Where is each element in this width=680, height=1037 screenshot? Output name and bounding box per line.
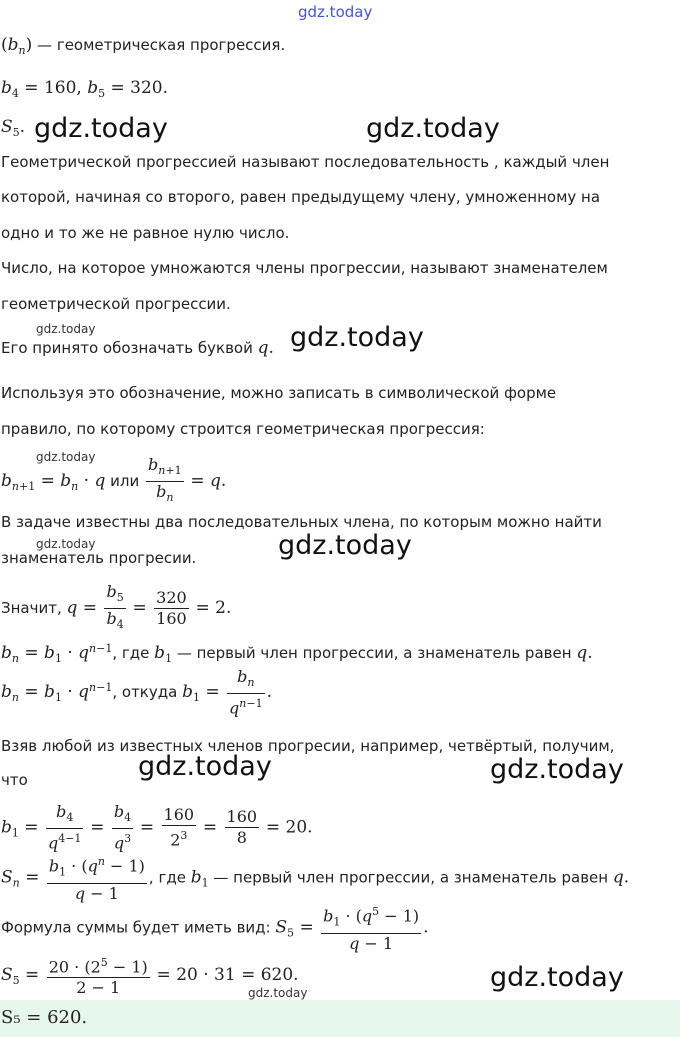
- text-line: Число, на которое умножаются члены прогрессии, называют знаменателем: [1, 259, 608, 277]
- formula-given: $b_4 = 160$, $b_5 = 320$.: [1, 78, 168, 100]
- formula-s5-form: Формула суммы будет иметь вид: $S_5$ = $\frac{b_1 \cdot (q^5 - 1)}{q - 1}$ .: [1, 902, 429, 958]
- text-line: геометрической прогрессии.: [1, 295, 231, 313]
- watermark: gdz.today: [490, 754, 624, 785]
- formula-rule: $b_{n+1} = b_n \cdot q$ или $\frac{b_{n+1}}{b_n}$ = q.: [1, 455, 227, 505]
- text-line: Используя это обозначение, можно записать в символической форме: [1, 384, 557, 402]
- text-line: что: [1, 771, 28, 789]
- line-progression: $(b_n)$ — геометрическая прогрессия.: [1, 35, 286, 57]
- watermark: gdz.today: [366, 113, 500, 144]
- text-line: одно и то же не равное нулю число.: [1, 224, 290, 242]
- watermark: gdz.today: [36, 322, 96, 336]
- text-line: правило, по которому строится геометрическая прогрессия:: [1, 420, 485, 438]
- watermark: gdz.today: [36, 450, 96, 464]
- watermark: gdz.today: [248, 986, 308, 1000]
- answer-box: [0, 1000, 680, 1037]
- watermark: gdz.today: [138, 751, 272, 782]
- text-line: Взяв любой из известных членов прогреcии, например, четвёртый, получим,: [1, 737, 615, 755]
- formula-b1: $b_n = b_1 \cdot q^{n-1}$, откуда $b_1$ = $\frac{b_n}{q^{n-1}}$ .: [1, 666, 273, 718]
- watermark: gdz.today: [36, 537, 96, 551]
- formula-b1-calc: $b_1$ = $\frac{b_4}{q^{4-1}}$ = $\frac{b_4}{q^3}$ = $\frac{160}{2^3}$ = $\frac{160}{8}$ = 20.: [1, 802, 313, 853]
- text-line-q: Его принято обозначать буквой q.: [1, 338, 274, 358]
- watermark: gdz.today: [34, 113, 168, 144]
- watermark: gdz.today: [278, 530, 412, 561]
- text-line: которой, начиная со второго, равен предыдущему члену, умноженному на: [1, 188, 601, 206]
- formula-sn: $S_n$ = $\frac{b_1 \cdot (q^n - 1)}{q - 1}$ , где $b_1$ — первый член прогрессии, а знаменатель равен q.: [1, 852, 629, 908]
- formula-bn: $b_n = b_1 \cdot q^{n-1}$, где $b_1$ — первый член прогрессии, а знаменатель равен q.: [1, 642, 593, 665]
- watermark: gdz.today: [290, 322, 424, 353]
- text-line: знаменатель прогреcии.: [1, 549, 197, 567]
- formula-q: Значит, q = $\frac{b_5}{b_4}$ = $\frac{320}{160}$ = 2.: [1, 582, 232, 632]
- watermark: gdz.today: [298, 3, 373, 21]
- text-line: В задаче известны два последовательных члена, по которым можно найти: [1, 513, 602, 531]
- answer-text: S₅ = 620.: [1, 1007, 88, 1028]
- watermark: gdz.today: [490, 962, 624, 993]
- formula-s5-calc: $S_5$ = $\frac{20 \cdot (2^5 - 1)}{2 - 1}$ = 20 · 31 = 620.: [1, 950, 299, 1006]
- text-line: Геометрической прогрессией называют последовательность , каждый член: [1, 153, 610, 171]
- formula-find-s5: $S_5$.: [1, 117, 26, 139]
